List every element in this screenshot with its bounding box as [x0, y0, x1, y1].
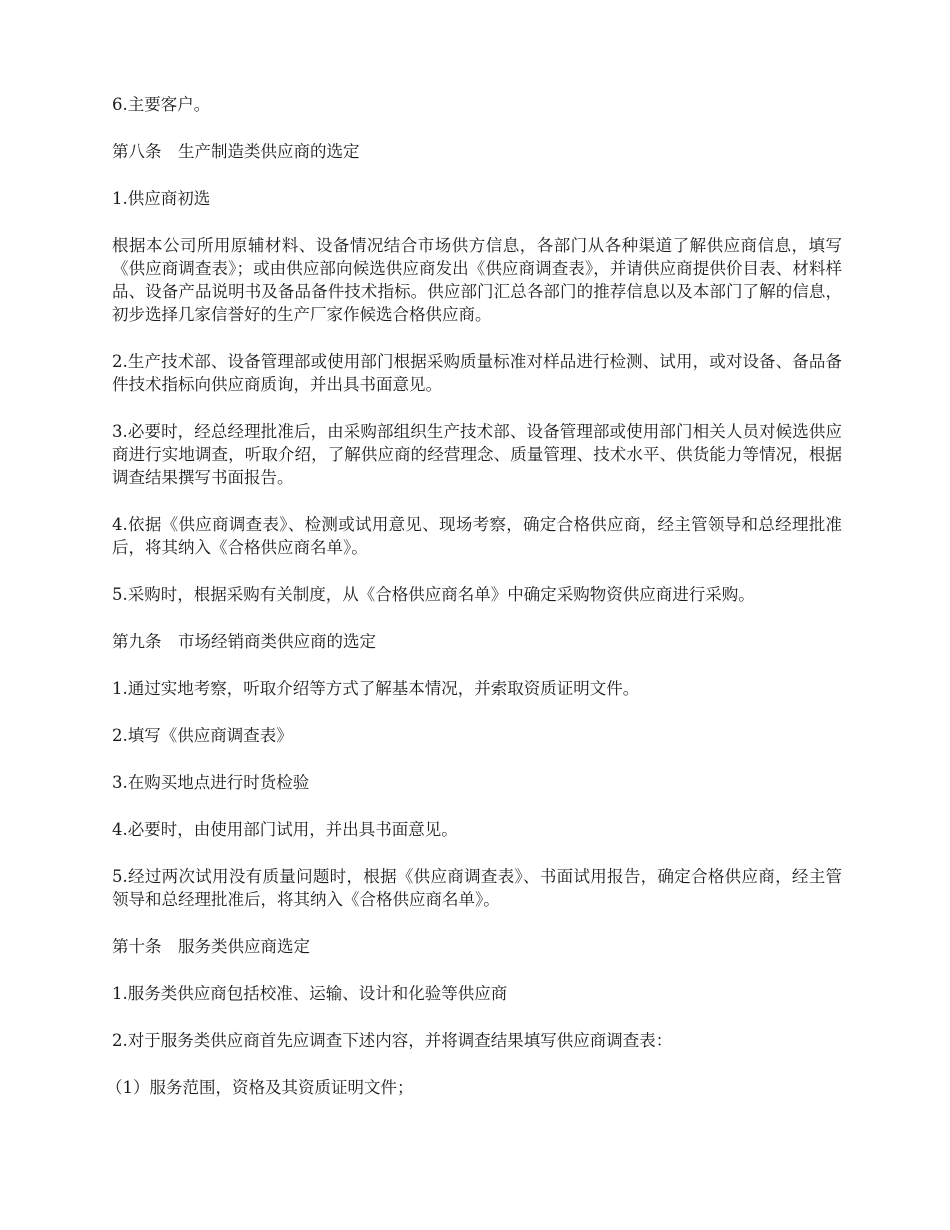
paragraph-field-inspection: 1.通过实地考察，听取介绍等方式了解基本情况，并索取资质证明文件。: [112, 679, 640, 698]
paragraph-qualification-approval: 4.依据《供应商调查表》、检测或试用意见、现场考察，确定合格供应商，经主管领导和总经理批准后，将其纳入《合格供应商名单》。: [112, 515, 842, 557]
paragraph-trial-approval: 5.经过两次试用没有质量问题时，根据《供应商调查表》、书面试用报告，确定合格供应商，经主管领导和总经理批准后，将其纳入《合格供应商名单》。: [112, 867, 842, 909]
paragraph-procurement: 5.采购时，根据采购有关制度，从《合格供应商名单》中确定采购物资供应商进行采购。: [112, 585, 755, 604]
paragraph-spot-inspection: 3.在购买地点进行时货检验: [112, 773, 310, 792]
article-8-heading: 第八条 生产制造类供应商的选定: [112, 142, 360, 161]
paragraph-site-investigation: 3.必要时，经总经理批准后，由采购部组织生产技术部、设备管理部或使用部门相关人员对候选供应商进行实地调查，听取介绍，了解供应商的经营理念、质量管理、技术水平、供货能力等情况，根据调查结果撰写书面报告。: [112, 422, 842, 487]
article-10-heading: 第十条 服务类供应商选定: [112, 937, 310, 956]
paragraph-trial-use: 4.必要时，由使用部门试用，并出具书面意见。: [112, 820, 458, 839]
paragraph-supplier-preselection: 1.供应商初选: [112, 189, 211, 208]
paragraph-service-supplier-types: 1.服务类供应商包括校准、运输、设计和化验等供应商: [112, 984, 508, 1003]
paragraph-service-survey: 2.对于服务类供应商首先应调查下述内容，并将调查结果填写供应商调查表：: [112, 1031, 673, 1050]
paragraph-service-scope: （1）服务范围，资格及其资质证明文件；: [106, 1078, 414, 1097]
paragraph-sample-testing: 2.生产技术部、设备管理部或使用部门根据采购质量标准对样品进行检测、试用，或对设备、备品备件技术指标向供应商质询，并出具书面意见。: [112, 352, 842, 394]
paragraph-fill-survey-form: 2.填写《供应商调查表》: [112, 726, 293, 745]
paragraph-preselection-details: 根据本公司所用原辅材料、设备情况结合市场供方信息，各部门从各种渠道了解供应商信息，填写《供应商调查表》；或由供应部向候选供应商发出《供应商调查表》，并请供应商提供价目表、材料样品、设备产品说明书及备品备件技术指标。供应部门汇总各部门的推荐信息以及本部门了解的信息，初步选择几家信誉好的生产厂家作候选合格供应商。: [112, 236, 842, 324]
article-9-heading: 第九条 市场经销商类供应商的选定: [112, 632, 376, 651]
document-body: [106, 93, 842, 1123]
paragraph-item-6-main-customers: 6.主要客户。: [112, 95, 211, 114]
